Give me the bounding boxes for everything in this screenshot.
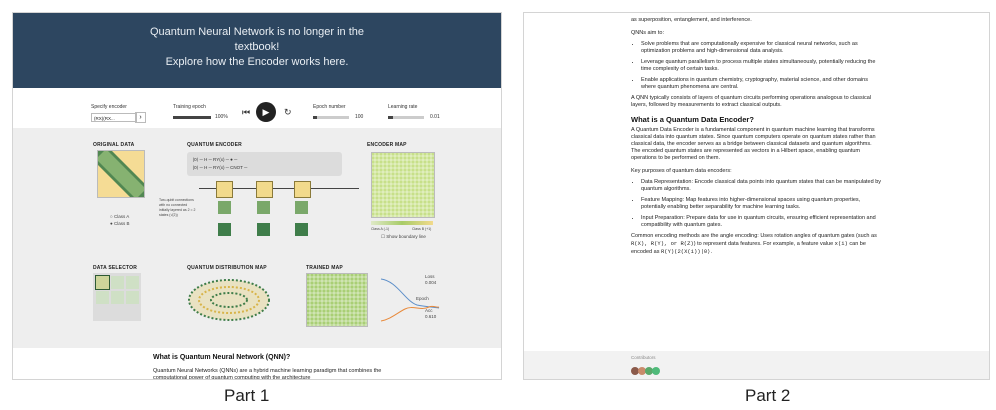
quantum-encoder-title: QUANTUM ENCODER [187, 142, 242, 148]
play-button[interactable] [256, 102, 276, 122]
qubit-node-2[interactable] [256, 181, 273, 198]
class-a-legend: ○ Class A [110, 214, 130, 219]
encoding-formula: R(Y)(2(X(i))|0⟩ [660, 248, 711, 255]
epoch-value: 100% [215, 114, 228, 120]
encoder-map-colorbar [371, 221, 433, 225]
aim-item-1: • Solve problems that are computationally expensive for classical neural networks, such as optimization problems and high-dimensional data analysis. [641, 41, 881, 55]
aim-item-2: • Leverage quantum parallelism to process multiple states simultaneously, potentially reducing the time complexity of certain tasks. [641, 59, 881, 73]
epoch-number-value: 100 [355, 114, 364, 120]
qnns-aim-label: QNNs aim to: [631, 30, 665, 36]
data-selector-title: DATA SELECTOR [93, 265, 138, 271]
dataset-option-4[interactable] [96, 291, 109, 304]
reset-icon[interactable]: ⏮ [242, 107, 251, 117]
epoch-number-slider[interactable] [313, 116, 349, 119]
hero-banner [13, 13, 501, 88]
play-icon: ▶ [262, 107, 270, 117]
quantum-distribution-plot [185, 276, 273, 324]
hero-line-2: textbook! [234, 41, 280, 53]
acc-label: Acc [425, 308, 433, 313]
colorbar-right-label: Class B (+1) [412, 227, 432, 231]
qubit-node-3[interactable] [294, 181, 311, 198]
encoding-variable: x(i) [834, 240, 848, 247]
trained-map-plot [306, 273, 368, 327]
encoding-paragraph: Common encoding methods are the angle encoding: Uses rotation angles of quantum gates (such as R(X), R(Y), or R(Z)) to represent data features. For example, a feature value x(i) can be encoded as R(Y)(2(X(i))|0⟩. [631, 233, 877, 255]
show-boundary-checkbox[interactable]: ☐ Show boundary line [381, 234, 426, 239]
class-b-legend: ● Class B [110, 221, 130, 226]
data-selector-grid [93, 273, 141, 321]
original-data-title: ORIGINAL DATA [93, 142, 135, 148]
state-node-3[interactable] [295, 201, 308, 214]
circuit-row-1: |0⟩ ─ H ─ RY(x) ─ ● ─ [193, 157, 238, 162]
encoding-gates: R(X), R(Y), or R(Z) [631, 240, 694, 247]
epoch-label: Training epoch [173, 104, 206, 110]
contributor-avatar-4[interactable] [652, 367, 660, 375]
trained-map-title: TRAINED MAP [306, 265, 343, 271]
purposes-list [631, 179, 881, 229]
state-node-6[interactable] [295, 223, 308, 236]
loss-label: Loss [425, 274, 435, 279]
state-node-4[interactable] [218, 223, 231, 236]
purpose-item-3: • Input Preparation: Prepare data for use in quantum circuits, ensuring efficient representation and compatibility with quantum gates. [641, 215, 881, 229]
footer [524, 351, 989, 379]
epoch-slider[interactable] [173, 116, 211, 119]
state-node-1[interactable] [218, 201, 231, 214]
learning-rate-slider[interactable] [388, 116, 424, 119]
qubit-node-1[interactable] [216, 181, 233, 198]
dataset-option-6[interactable] [126, 291, 139, 304]
encoder-map-plot [371, 152, 435, 218]
acc-value: 0.610 [425, 314, 437, 319]
aim-item-3: • Enable applications in quantum chemistry, cryptography, material science, and other domains where quantum phenomena are central. [641, 77, 881, 91]
epoch-axis-label: Epoch [416, 296, 429, 301]
caption-part2: Part 2 [745, 386, 791, 405]
intro-tail: as superposition, entanglement, and interference. [631, 17, 752, 23]
encoder-select[interactable]: (RX)(RX... [91, 113, 137, 122]
encoder-heading: What is a Quantum Data Encoder? [631, 115, 754, 124]
quantum-distribution-title: QUANTUM DISTRIBUTION MAP [187, 265, 267, 271]
encoder-map-title: ENCODER MAP [367, 142, 407, 148]
epoch-number-label: Epoch number [313, 104, 346, 110]
contributors-label: Contributors [631, 355, 656, 360]
encoder-paragraph: A Quantum Data Encoder is a fundamental component in quantum machine learning that transforms classical data into quantum states. Since quantum computers operate on quantum states rather than classical data, the encoder serves as a bridge between classical datasets and quantum algorithms. The encoded quantum states are represented as vectors in a Hilbert space, enabling quantum operations to be performed on them. [631, 127, 876, 161]
purpose-item-1: • Data Representation: Encode classical data points into quantum states that can be manipulated by quantum algorithms. [641, 179, 881, 193]
article-paragraph: Quantum Neural Networks (QNNs) are a hybrid machine learning paradigm that combines the computational power of quantum computing with the architecture [153, 368, 382, 380]
encoder-next-button[interactable]: › [135, 112, 146, 123]
dataset-option-2[interactable] [111, 276, 124, 289]
caption-part1: Part 1 [224, 386, 270, 405]
dataset-option-3[interactable] [126, 276, 139, 289]
learning-rate-value: 0.01 [430, 114, 440, 120]
article-intro [13, 348, 501, 379]
part2-screenshot [523, 12, 990, 380]
visualization-area [13, 128, 501, 348]
qnn-layers-paragraph: A QNN typically consists of layers of quantum circuits performing operations analogous to classical layers, followed by measurements to extract classical outputs. [631, 95, 871, 108]
colorbar-left-label: Class A (-1) [371, 227, 390, 231]
purpose-item-2: • Feature Mapping: Map features into higher-dimensional spaces using quantum properties, potentially enabling better separability for machine learning tasks. [641, 197, 881, 211]
dataset-option-1[interactable] [96, 276, 109, 289]
aims-list [631, 41, 881, 91]
circuit-row-2: |0⟩ ─ H ─ RY(x) ─ CNOT ─ [193, 165, 248, 170]
article-body [631, 13, 881, 256]
control-bar [13, 88, 501, 128]
original-data-plot [97, 150, 145, 198]
circuit-diagram [187, 152, 342, 176]
encoder-label: Specify encoder [91, 104, 127, 110]
state-node-2[interactable] [257, 201, 270, 214]
learning-rate-label: Learning rate [388, 104, 418, 110]
hero-line-3: Explore how the Encoder works here. [165, 56, 349, 68]
hero-line-1: Quantum Neural Network is no longer in the [150, 26, 364, 38]
step-icon[interactable]: ↻ [284, 107, 292, 117]
purposes-label: Key purposes of quantum data encoders: [631, 168, 732, 174]
article-heading: What is Quantum Neural Network (QNN)? [153, 354, 291, 361]
encoder-note: Two-qubit connections with no connected initially layered as 2 = 2 states (√(2)) [159, 198, 196, 217]
part1-screenshot [12, 12, 502, 380]
loss-value: 0.004 [425, 280, 437, 285]
state-node-5[interactable] [257, 223, 270, 236]
dataset-option-5[interactable] [111, 291, 124, 304]
